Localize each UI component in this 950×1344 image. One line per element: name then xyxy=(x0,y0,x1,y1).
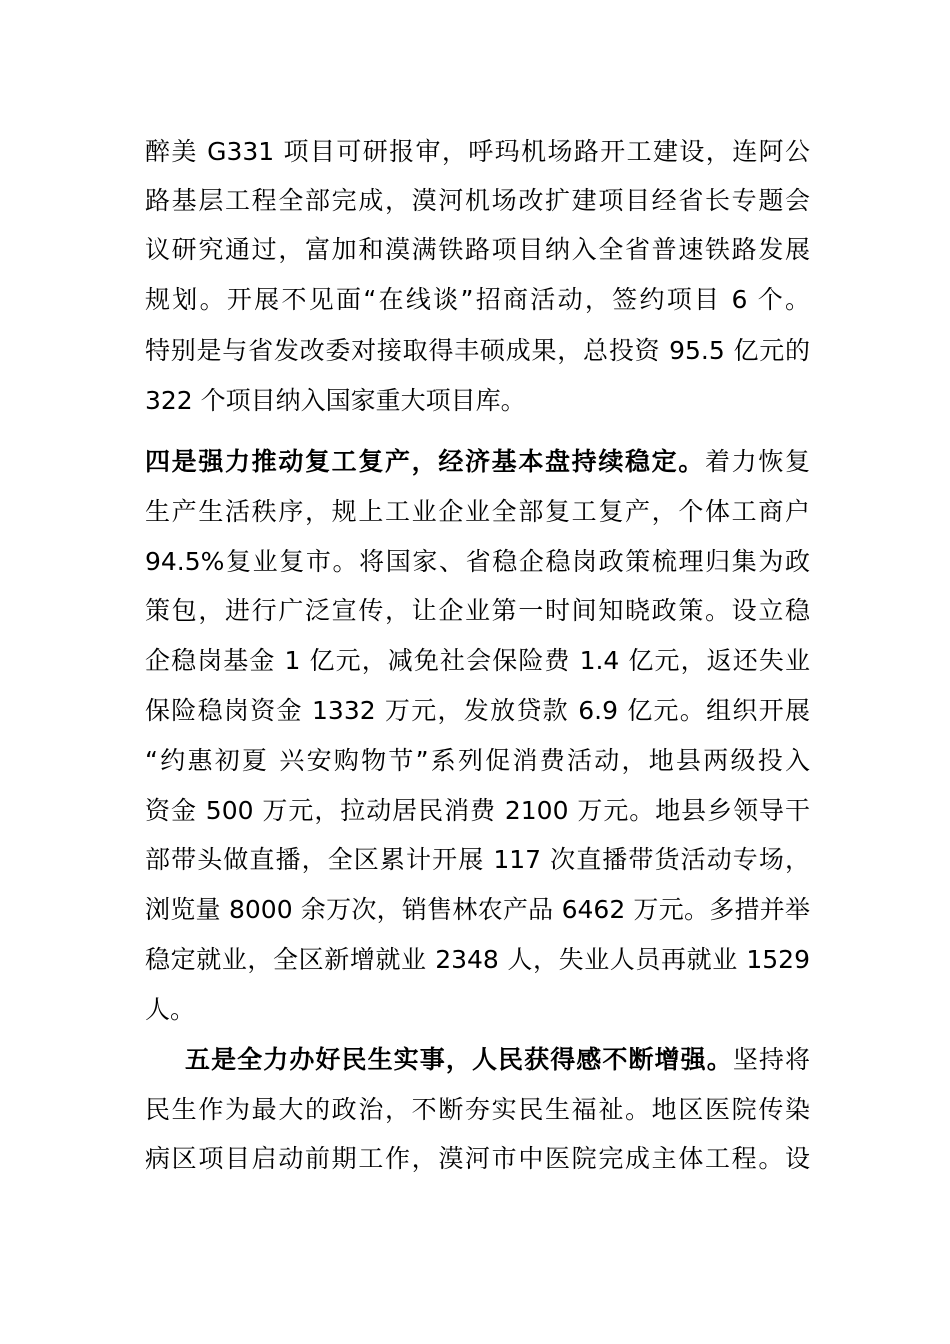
paragraph-3-heading: 五是全力办好民生实事，人民获得感不断增强。 xyxy=(185,1045,733,1074)
paragraph-2-first-line-rest: 着力恢复 xyxy=(704,447,810,476)
paragraph-3-first-line xyxy=(185,1045,810,1075)
paragraph-1-line-4: 规划。开展不见面“在线谈”招商活动，签约项目 6 个。 xyxy=(145,285,810,314)
paragraph-1-line-2: 路基层工程全部完成，漠河机场改扩建项目经省长专题会 xyxy=(145,186,810,215)
paragraph-2-line-8: 资金 500 万元，拉动居民消费 2100 万元。地县乡领导干 xyxy=(145,796,810,825)
paragraph-1-line-3: 议研究通过，富加和漠满铁路项目纳入全省普速铁路发展 xyxy=(145,235,810,264)
paragraph-2-line-6: 保险稳岗资金 1332 万元，发放贷款 6.9 亿元。组织开展 xyxy=(145,696,810,725)
paragraph-2-line-12: 人。 xyxy=(145,995,196,1024)
paragraph-3-first-line-rest: 坚持将 xyxy=(732,1045,810,1074)
paragraph-2-line-7: “约惠初夏 兴安购物节”系列促消费活动，地县两级投入 xyxy=(145,746,810,775)
paragraph-2-line-3: 94.5%复业复市。将国家、省稳企稳岗政策梳理归集为政 xyxy=(145,547,810,576)
paragraph-2-line-2: 生产生活秩序，规上工业企业全部复工复产，个体工商户 xyxy=(145,497,810,526)
paragraph-2-first-line xyxy=(145,447,810,477)
paragraph-3-line-2: 民生作为最大的政治，不断夯实民生福祉。地区医院传染 xyxy=(145,1095,810,1124)
paragraph-2-line-10: 浏览量 8000 余万次，销售林农产品 6462 万元。多措并举 xyxy=(145,895,810,924)
paragraph-2-line-9: 部带头做直播，全区累计开展 117 次直播带货活动专场， xyxy=(145,845,810,874)
paragraph-2-line-4: 策包，进行广泛宣传，让企业第一时间知晓政策。设立稳 xyxy=(145,596,810,625)
paragraph-1-line-1: 醉美 G331 项目可研报审，呼玛机场路开工建设，连阿公 xyxy=(145,137,810,166)
paragraph-1-line-5: 特别是与省发改委对接取得丰硕成果，总投资 95.5 亿元的 xyxy=(145,336,810,365)
paragraph-2-heading: 四是强力推动复工复产，经济基本盘持续稳定。 xyxy=(145,447,705,476)
paragraph-3-line-3: 病区项目启动前期工作，漠河市中医院完成主体工程。设 xyxy=(145,1144,810,1173)
paragraph-2-line-11: 稳定就业，全区新增就业 2348 人，失业人员再就业 1529 xyxy=(145,945,810,974)
paragraph-1-line-6: 322 个项目纳入国家重大项目库。 xyxy=(145,386,526,415)
paragraph-2-line-5: 企稳岗基金 1 亿元，减免社会保险费 1.4 亿元，返还失业 xyxy=(145,646,810,675)
